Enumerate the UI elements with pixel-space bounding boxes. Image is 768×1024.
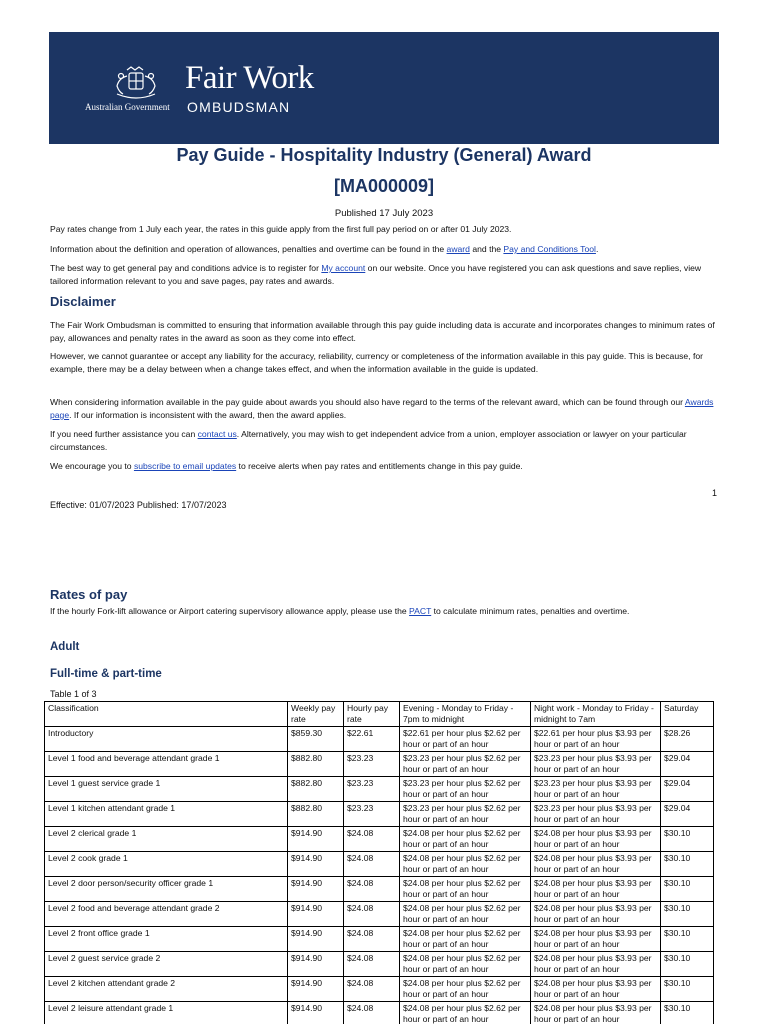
table-cell: $24.08 per hour plus $3.93 per hour or part of an hour xyxy=(531,852,661,877)
table-cell: $30.10 xyxy=(661,877,714,902)
table-cell: Introductory xyxy=(45,727,288,752)
table-cell: $30.10 xyxy=(661,927,714,952)
table-cell: $30.10 xyxy=(661,977,714,1002)
page-number: 1 xyxy=(712,488,718,498)
table-cell: $914.90 xyxy=(288,952,344,977)
table-cell: $24.08 xyxy=(344,902,400,927)
table-cell: $29.04 xyxy=(661,752,714,777)
table-cell: $23.23 xyxy=(344,802,400,827)
rates-note: If the hourly Fork-lift allowance or Airport catering supervisory allowance apply, please use the PACT to calculate minimum rates, penalties and overtime. xyxy=(50,606,630,616)
table-row xyxy=(45,927,714,952)
table-cell: $24.08 xyxy=(344,952,400,977)
table-cell: $859.30 xyxy=(288,727,344,752)
table-cell: $914.90 xyxy=(288,977,344,1002)
table-cell: $24.08 per hour plus $3.93 per hour or part of an hour xyxy=(531,827,661,852)
table-cell: $23.23 per hour plus $2.62 per hour or part of an hour xyxy=(400,802,531,827)
table-row xyxy=(45,1002,714,1024)
column-header: Saturday xyxy=(661,702,714,727)
disclaimer-paragraph-4: If you need further assistance you can contact us. Alternatively, you may wish to get independent advice from a union, employer association or lawyer on your particular circumstances. xyxy=(50,429,687,452)
table-caption: Table 1 of 3 xyxy=(50,689,97,699)
table-cell: Level 2 cook grade 1 xyxy=(45,852,288,877)
table-cell: Level 2 food and beverage attendant grade 2 xyxy=(45,902,288,927)
table-cell: Level 2 guest service grade 2 xyxy=(45,952,288,977)
table-header-row xyxy=(45,702,714,727)
table-cell: $22.61 per hour plus $3.93 per hour or part of an hour xyxy=(531,727,661,752)
table-cell: $24.08 per hour plus $2.62 per hour or part of an hour xyxy=(400,827,531,852)
table-cell: Level 2 front office grade 1 xyxy=(45,927,288,952)
table-cell: $882.80 xyxy=(288,802,344,827)
table-row xyxy=(45,752,714,777)
awards-page-link[interactable]: Awards page xyxy=(50,397,714,420)
disclaimer-paragraph-5: We encourage you to subscribe to email updates to receive alerts when pay rates and entitlements change in this pay guide. xyxy=(50,461,523,471)
table-cell: $24.08 xyxy=(344,827,400,852)
table-row xyxy=(45,877,714,902)
table-cell: $24.08 per hour plus $2.62 per hour or part of an hour xyxy=(400,1002,531,1024)
disclaimer-paragraph-3: When considering information available in the pay guide about awards you should also have regard to the terms of the relevant award, which can be found through our Awards page. If our information is inconsistent with the award, then the award applies. xyxy=(50,397,714,420)
header-banner xyxy=(49,32,719,144)
table-cell: $23.23 per hour plus $2.62 per hour or part of an hour xyxy=(400,752,531,777)
table-cell: $30.10 xyxy=(661,952,714,977)
rates-heading: Rates of pay xyxy=(50,587,128,602)
table-cell: Level 1 food and beverage attendant grade 1 xyxy=(45,752,288,777)
table-cell: Level 2 kitchen attendant grade 2 xyxy=(45,977,288,1002)
table-cell: $24.08 per hour plus $2.62 per hour or part of an hour xyxy=(400,952,531,977)
disclaimer-heading: Disclaimer xyxy=(50,294,116,309)
coat-of-arms-icon xyxy=(105,64,167,102)
table-row xyxy=(45,727,714,752)
table-cell: $24.08 per hour plus $3.93 per hour or part of an hour xyxy=(531,902,661,927)
intro-paragraph-1: Pay rates change from 1 July each year, the rates in this guide apply from the first full pay period on or after 01 July 2023. xyxy=(50,224,512,234)
table-cell: Level 2 leisure attendant grade 1 xyxy=(45,1002,288,1024)
disclaimer-paragraph-1: The Fair Work Ombudsman is committed to ensuring that information available through this pay guide including data is accurate and incorporates changes to minimum rates of pay, allowances and penalty rates in the award as soon as they come into effect. xyxy=(50,320,715,343)
page-title: Pay Guide - Hospitality Industry (General) Award xyxy=(176,145,592,165)
table-row xyxy=(45,952,714,977)
table-cell: $30.10 xyxy=(661,902,714,927)
table-row xyxy=(45,977,714,1002)
intro-paragraph-2: Information about the definition and operation of allowances, penalties and overtime can be found in the award and the Pay and Conditions Tool. xyxy=(50,244,599,254)
disclaimer-paragraph-2: However, we cannot guarantee or accept any liability for the accuracy, reliability, currency or completeness of the information available in this pay guide. This is because, for example, there may be a delay between when a change takes effect, and when the information available in the guide is updated. xyxy=(50,351,703,374)
table-cell: Level 2 door person/security officer grade 1 xyxy=(45,877,288,902)
table-cell: $29.04 xyxy=(661,777,714,802)
my-account-link[interactable]: My account xyxy=(321,263,366,273)
table-cell: $24.08 xyxy=(344,877,400,902)
table-cell: Level 1 kitchen attendant grade 1 xyxy=(45,802,288,827)
fulltime-subheading: Full-time & part-time xyxy=(50,668,162,680)
table-cell: $914.90 xyxy=(288,827,344,852)
column-header: Weekly pay rate xyxy=(288,702,344,727)
table-cell: $882.80 xyxy=(288,777,344,802)
subscribe-link[interactable]: subscribe to email updates xyxy=(133,461,237,471)
table-cell: $30.10 xyxy=(661,827,714,852)
award-code: [MA000009] xyxy=(333,176,435,196)
table-cell: $24.08 per hour plus $2.62 per hour or part of an hour xyxy=(400,927,531,952)
table-cell: $24.08 per hour plus $2.62 per hour or part of an hour xyxy=(400,877,531,902)
table-cell: $22.61 per hour plus $2.62 per hour or part of an hour xyxy=(400,727,531,752)
table-cell: $24.08 per hour plus $3.93 per hour or part of an hour xyxy=(531,1002,661,1024)
table-cell: $23.23 xyxy=(344,752,400,777)
table-cell: $914.90 xyxy=(288,902,344,927)
effective-date: Effective: 01/07/2023 Published: 17/07/2023 xyxy=(50,500,227,510)
table-cell: Level 2 clerical grade 1 xyxy=(45,827,288,852)
table-cell: $24.08 per hour plus $2.62 per hour or part of an hour xyxy=(400,977,531,1002)
column-header: Hourly pay rate xyxy=(344,702,400,727)
table-cell: $24.08 per hour plus $2.62 per hour or part of an hour xyxy=(400,902,531,927)
column-header: Evening - Monday to Friday - 7pm to midnight xyxy=(400,702,531,727)
contact-us-link[interactable]: contact us xyxy=(197,429,237,439)
table-cell: $23.23 per hour plus $2.62 per hour or part of an hour xyxy=(400,777,531,802)
table-cell: $23.23 per hour plus $3.93 per hour or part of an hour xyxy=(531,802,661,827)
table-cell: $914.90 xyxy=(288,852,344,877)
table-row xyxy=(45,852,714,877)
adult-subheading: Adult xyxy=(50,641,80,653)
table-row xyxy=(45,777,714,802)
table-cell: $28.26 xyxy=(661,727,714,752)
brand-name: Fair Work xyxy=(185,60,314,96)
award-link[interactable]: award xyxy=(446,244,470,254)
table-cell: $24.08 xyxy=(344,977,400,1002)
table-row xyxy=(45,802,714,827)
table-cell: $29.04 xyxy=(661,802,714,827)
rates-table xyxy=(44,701,714,1024)
table-cell: $24.08 xyxy=(344,852,400,877)
brand-subtitle: OMBUDSMAN xyxy=(187,99,291,115)
table-cell: $24.08 per hour plus $3.93 per hour or part of an hour xyxy=(531,877,661,902)
table-row xyxy=(45,902,714,927)
table-cell: $24.08 per hour plus $2.62 per hour or part of an hour xyxy=(400,852,531,877)
table-cell: $22.61 xyxy=(344,727,400,752)
table-cell: $24.08 per hour plus $3.93 per hour or part of an hour xyxy=(531,952,661,977)
table-cell: $914.90 xyxy=(288,877,344,902)
column-header: Night work - Monday to Friday - midnight to 7am xyxy=(531,702,661,727)
table-cell: $30.10 xyxy=(661,1002,714,1024)
table-cell: $23.23 per hour plus $3.93 per hour or part of an hour xyxy=(531,752,661,777)
table-cell: $24.08 per hour plus $3.93 per hour or part of an hour xyxy=(531,927,661,952)
pay-conditions-tool-link[interactable]: Pay and Conditions Tool xyxy=(503,244,596,254)
table-cell: $30.10 xyxy=(661,852,714,877)
published-date: Published 17 July 2023 xyxy=(334,208,434,219)
government-label: Australian Government xyxy=(85,102,170,112)
table-cell: $24.08 xyxy=(344,1002,400,1024)
table-cell: $23.23 per hour plus $3.93 per hour or part of an hour xyxy=(531,777,661,802)
table-cell: $882.80 xyxy=(288,752,344,777)
table-row xyxy=(45,827,714,852)
table-cell: $914.90 xyxy=(288,1002,344,1024)
table-cell: $24.08 per hour plus $3.93 per hour or part of an hour xyxy=(531,977,661,1002)
pact-link[interactable]: PACT xyxy=(409,606,432,616)
column-header: Classification xyxy=(45,702,288,727)
table-cell: Level 1 guest service grade 1 xyxy=(45,777,288,802)
table-cell: $23.23 xyxy=(344,777,400,802)
table-cell: $914.90 xyxy=(288,927,344,952)
intro-paragraph-3: The best way to get general pay and conditions advice is to register for My account on our website. Once you have registered you can ask questions and save replies, view tailored information relevant to you and save pages, pay rates and awards. xyxy=(50,263,702,286)
table-cell: $24.08 xyxy=(344,927,400,952)
